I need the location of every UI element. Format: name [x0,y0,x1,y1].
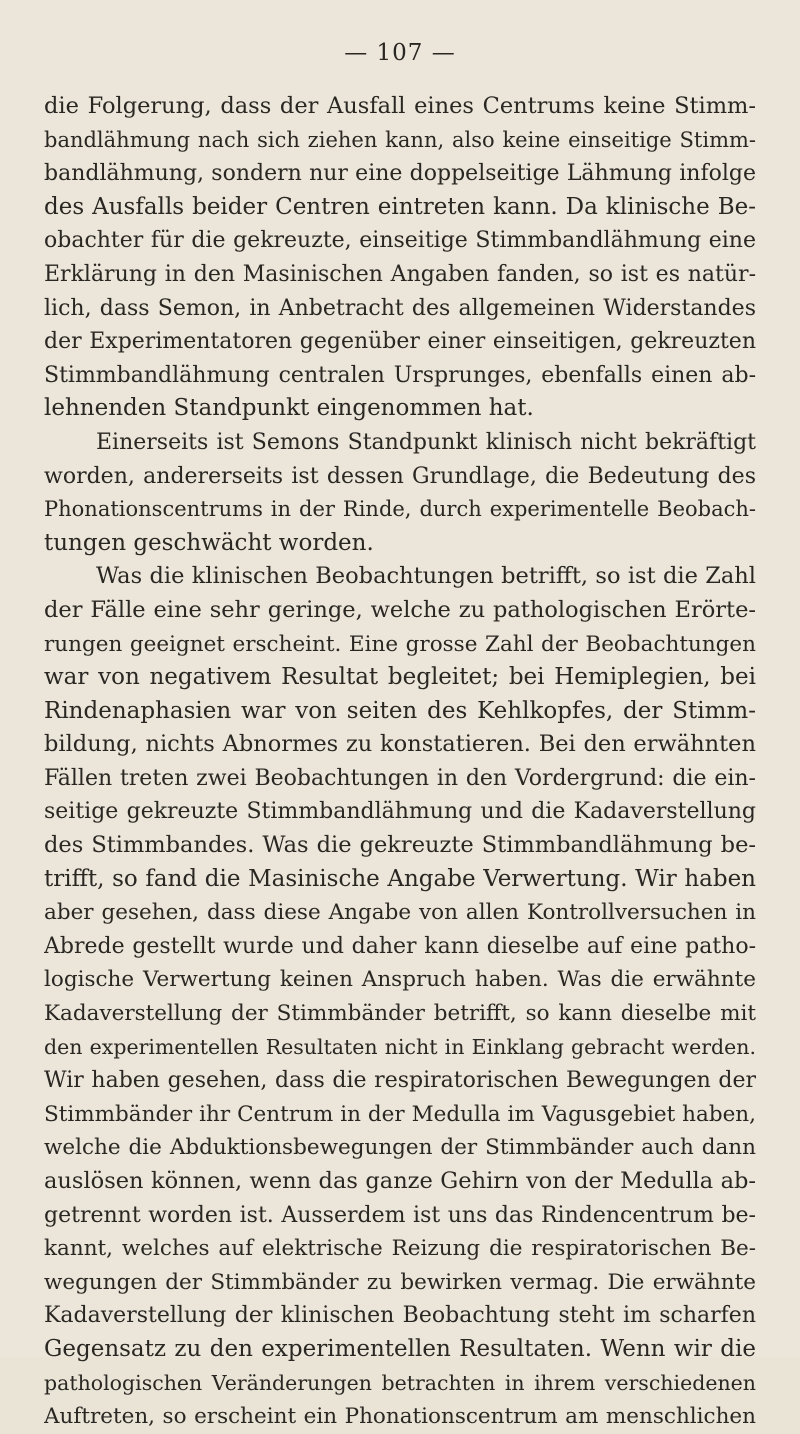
text-line: seitige gekreuzte Stimmbandlähmung und die Kadaverstellung [44,799,756,825]
text-line: aber gesehen, dass diese Angabe von allen Kontrollversuchen in [44,900,756,926]
text-line: rungen geeignet erscheint. Eine grosse Zahl der Beobachtungen [44,631,756,657]
body-text [44,90,756,1434]
text-line: Was die klinischen Beobachtungen betrifft, so ist die Zahl [96,563,756,590]
text-line: Rindenaphasien war von seiten des Kehlkopfes, der Stimm- [44,697,756,724]
text-line: pathologischen Veränderungen betrachten in ihrem verschiedenen [44,1370,756,1395]
text-line: den experimentellen Resultaten nicht in Einklang gebracht werden. [44,1034,756,1059]
text-line: worden, andererseits ist dessen Grundlage, die Bedeutung des [44,463,756,489]
text-line: die Folgerung, dass der Ausfall eines Centrums keine Stimm- [44,93,756,119]
text-line: Einerseits ist Semons Standpunkt klinisch nicht bekräftigt [96,429,756,455]
text-line: logische Verwertung keinen Anspruch haben. Was die erwähnte [44,967,756,993]
text-line: Auftreten, so erscheint ein Phonationscentrum am menschlichen [44,1404,756,1430]
text-line: der Fälle eine sehr geringe, welche zu pathologischen Erörte- [44,596,756,623]
text-line: Kadaverstellung der klinischen Beobachtung steht im scharfen [44,1303,756,1329]
text-line: des Ausfalls beider Centren eintreten kann. Da klinische Be- [44,193,756,220]
text-line: der Experimentatoren gegenüber einer einseitigen, gekreuzten [44,329,756,355]
text-line: Fällen treten zwei Beobachtungen in den Vordergrund: die ein- [44,765,756,791]
text-line: Abrede gestellt wurde und daher kann dieselbe auf eine patho- [44,933,756,959]
text-line: getrennt worden ist. Ausserdem ist uns das Rindencentrum be- [44,1202,756,1228]
text-line: Stimmbänder ihr Centrum in der Medulla im Vagusgebiet haben, [44,1101,756,1127]
text-line: bildung, nichts Abnormes zu konstatieren. Bei den erwähnten [44,731,756,758]
text-line: tungen geschwächt worden. [44,529,374,556]
text-line: Kadaverstellung der Stimmbänder betrifft, so kann dieselbe mit [44,1001,756,1027]
text-line: Phonationscentrums in der Rinde, durch experimentelle Beobach- [44,497,756,522]
text-line: obachter für die gekreuzte, einseitige Stimmbandlähmung eine [44,228,756,254]
text-line: Erklärung in den Masinischen Angaben fanden, so ist es natür- [44,261,756,287]
text-line: lich, dass Semon, in Anbetracht des allgemeinen Widerstandes [44,295,756,321]
page-number: — 107 — [344,40,456,66]
text-line: auslösen können, wenn das ganze Gehirn von der Medulla ab- [44,1168,756,1194]
text-line: welche die Abduktionsbewegungen der Stimmbänder auch dann [44,1135,756,1161]
text-line: trifft, so fand die Masinische Angabe Verwertung. Wir haben [44,865,756,892]
text-line: kannt, welches auf elektrische Reizung die respiratorischen Be- [44,1236,756,1262]
text-line: Wir haben gesehen, dass die respiratorischen Bewegungen der [44,1068,756,1094]
text-line: des Stimmbandes. Was die gekreuzte Stimmbandlähmung be- [44,832,756,859]
text-line: Stimmbandlähmung centralen Ursprunges, ebenfalls einen ab- [44,362,756,388]
text-line: bandlähmung nach sich ziehen kann, also keine einseitige Stimm- [44,127,756,152]
text-line: bandlähmung, sondern nur eine doppelseitige Lähmung infolge [44,161,756,187]
text-line: war von negativem Resultat begleitet; bei Hemiplegien, bei [44,664,756,691]
text-line: Gegensatz zu den experimentellen Resultaten. Wenn wir die [44,1335,756,1362]
text-line: lehnenden Standpunkt eingenommen hat. [44,395,534,422]
text-line: wegungen der Stimmbänder zu bewirken vermag. Die erwähnte [44,1269,756,1295]
